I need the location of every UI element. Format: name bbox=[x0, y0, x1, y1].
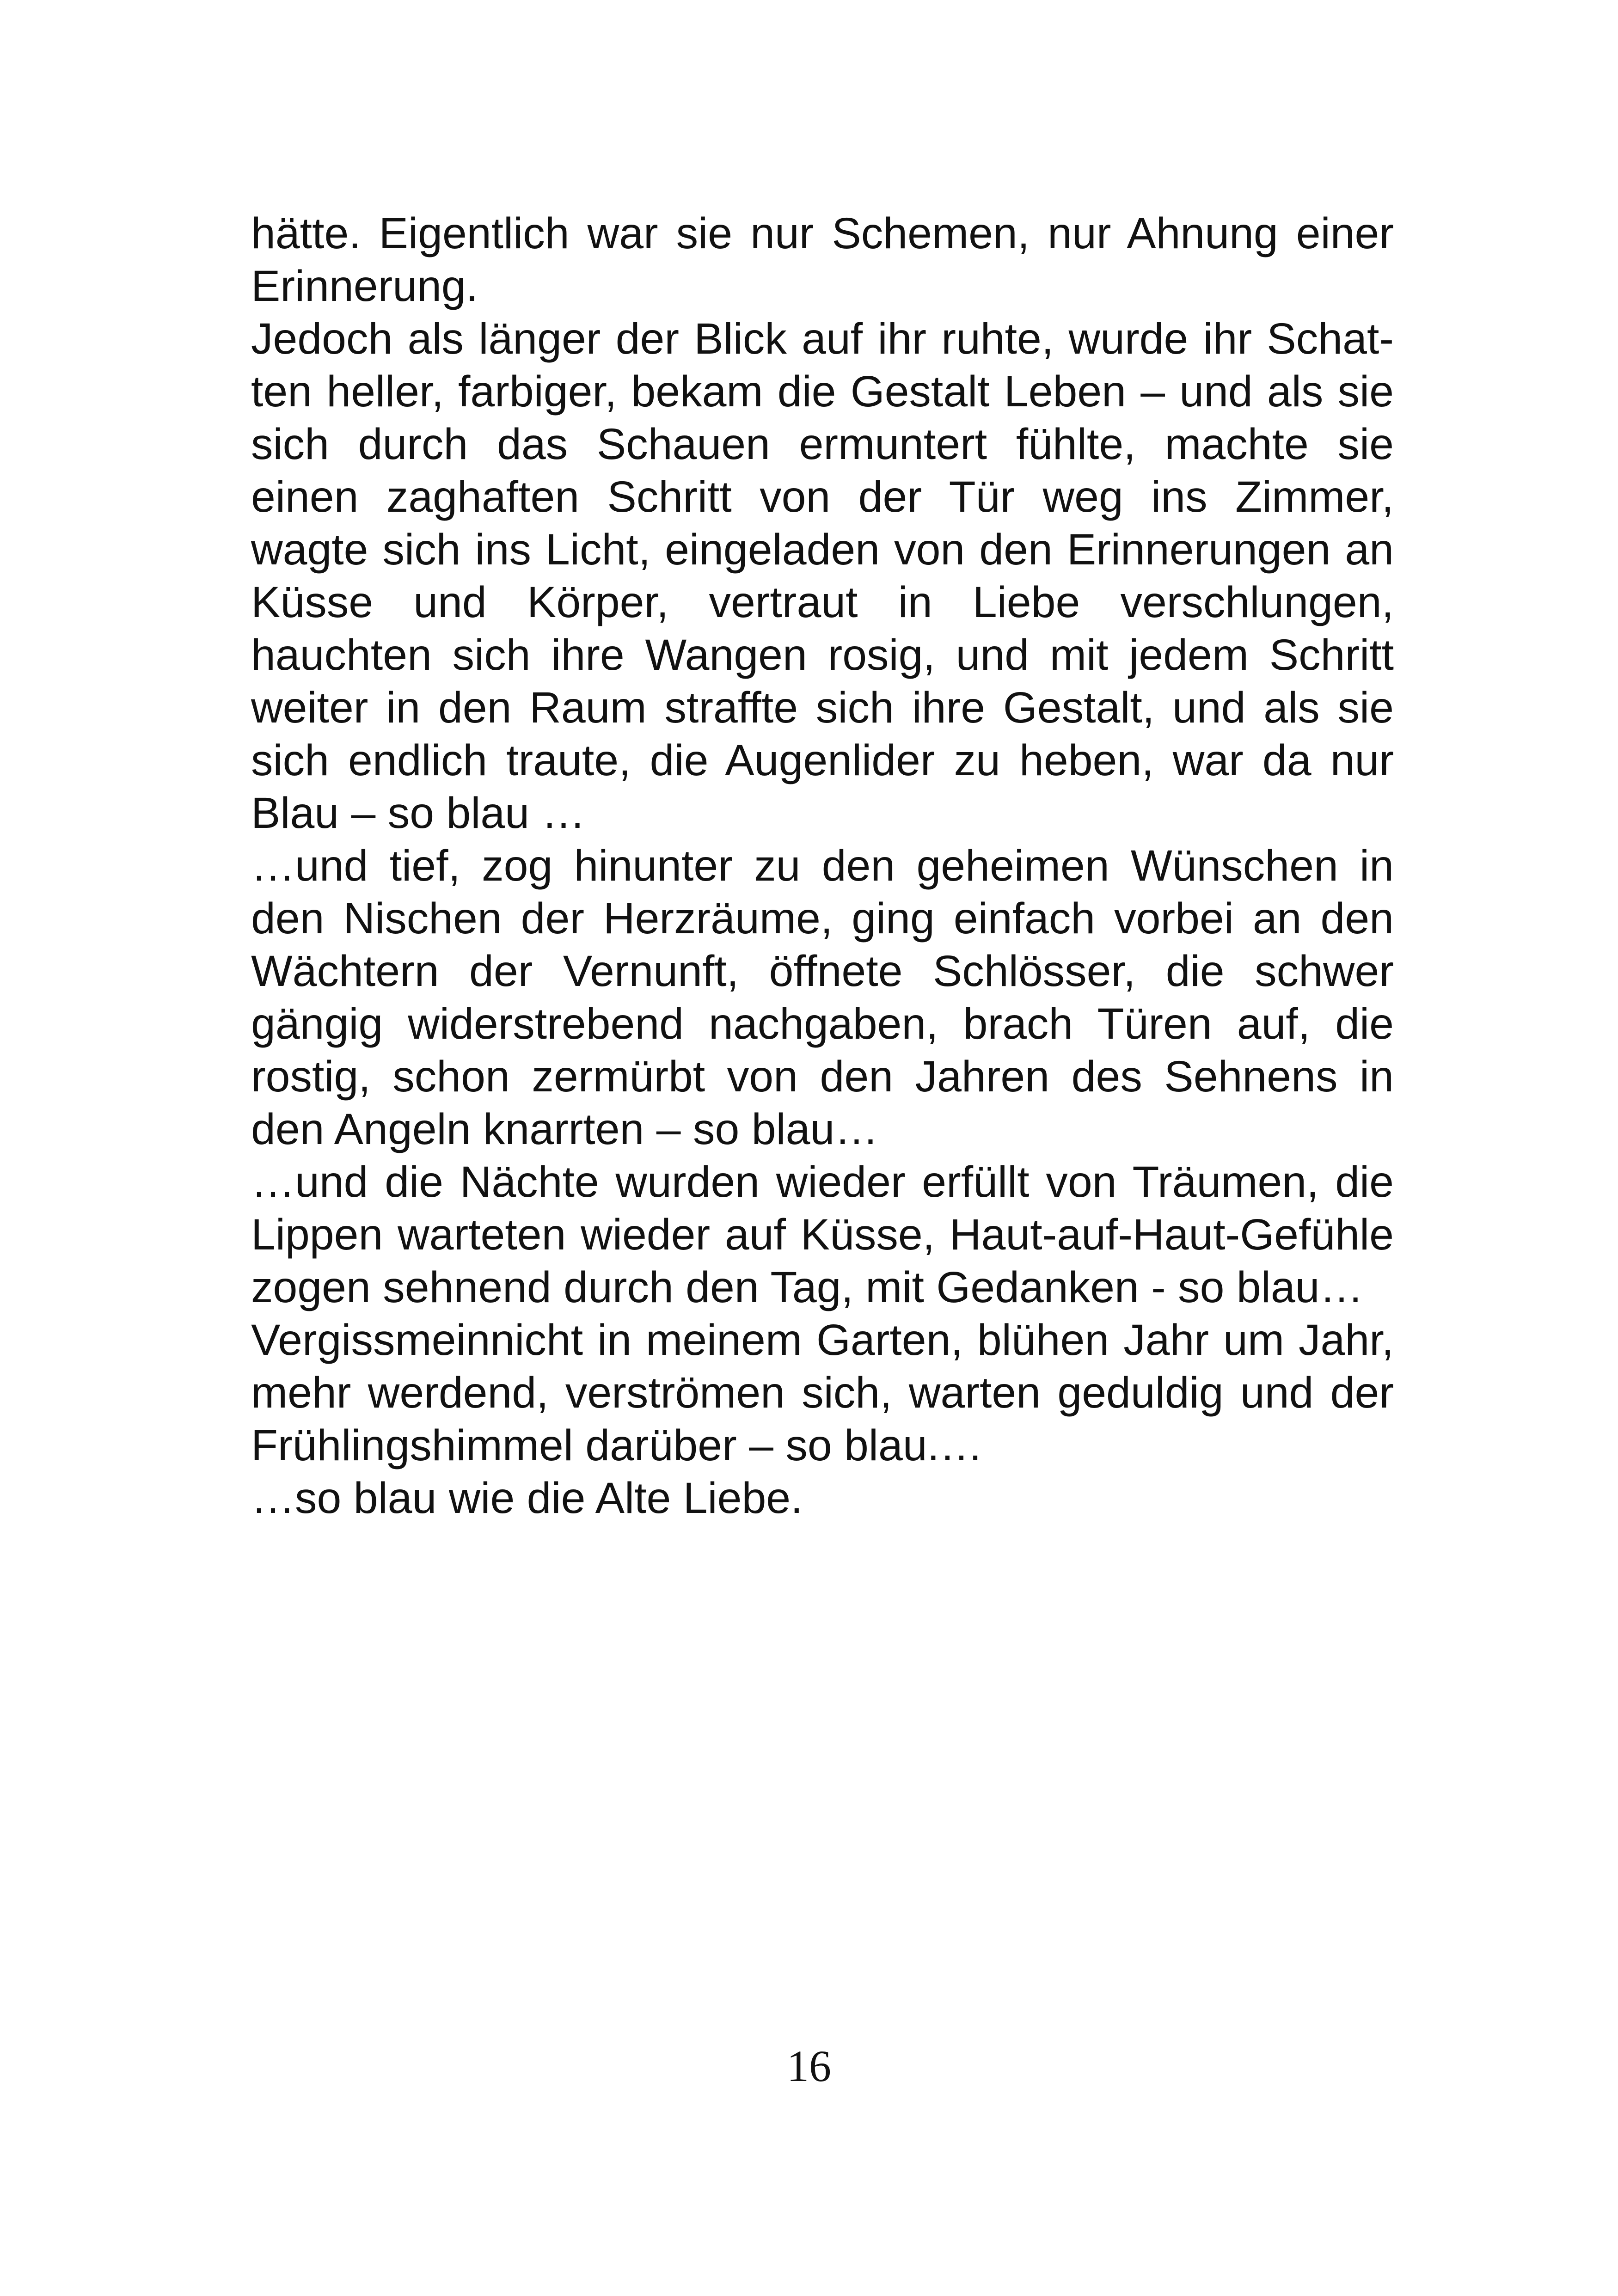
paragraph-1: hätte. Eigentlich war sie nur Schemen, nur Ahnung einer Erinnerung. bbox=[251, 209, 1394, 311]
paragraph-4: …und die Nächte wurden wieder erfüllt von Träumen, die Lippen warteten wieder auf Küsse, Haut-auf-Haut-Gefühle zogen sehnend durch den Tag, mit Gedanken - so blau… bbox=[251, 1157, 1394, 1312]
paragraph-5: Vergissmeinnicht in meinem Garten, blühen Jahr um Jahr, mehr werdend, verströmen sich, warten geduldig und der Frühlingshimmel darüber – so blau.… bbox=[251, 1316, 1394, 1470]
paragraph-6: …so blau wie die Alte Liebe. bbox=[251, 1474, 803, 1523]
body-text bbox=[251, 207, 1394, 1525]
paragraph-2: Jedoch als länger der Blick auf ihr ruhte, wurde ihr Schatten heller, farbiger, bekam die Gestalt Leben – und als sie sich durch das Schauen ermuntert fühlte, machte sie einen zaghaften Schritt von der Tür weg ins Zimmer, wagte sich ins Licht, eingeladen von den Erinnerungen an Küsse und Körper, vertraut in Liebe verschlungen, hauchten sich ihre Wangen rosig, und mit jedem Schritt weiter in den Raum straffte sich ihre Gestalt, und als sie sich endlich traute, die Augenlider zu heben, war da nur Blau – so blau … bbox=[251, 314, 1394, 838]
paragraph-3: …und tief, zog hinunter zu den geheimen Wünschen in den Nischen der Herzräume, ging einfach vorbei an den Wächtern der Vernunft, öffnete Schlösser, die schwer gängig widerstrebend nachgaben, brach Türen auf, die rostig, schon zermürbt von den Jahren des Sehnens in den Angeln knarrten – so blau… bbox=[251, 841, 1394, 1154]
page-number: 16 bbox=[787, 2041, 831, 2091]
